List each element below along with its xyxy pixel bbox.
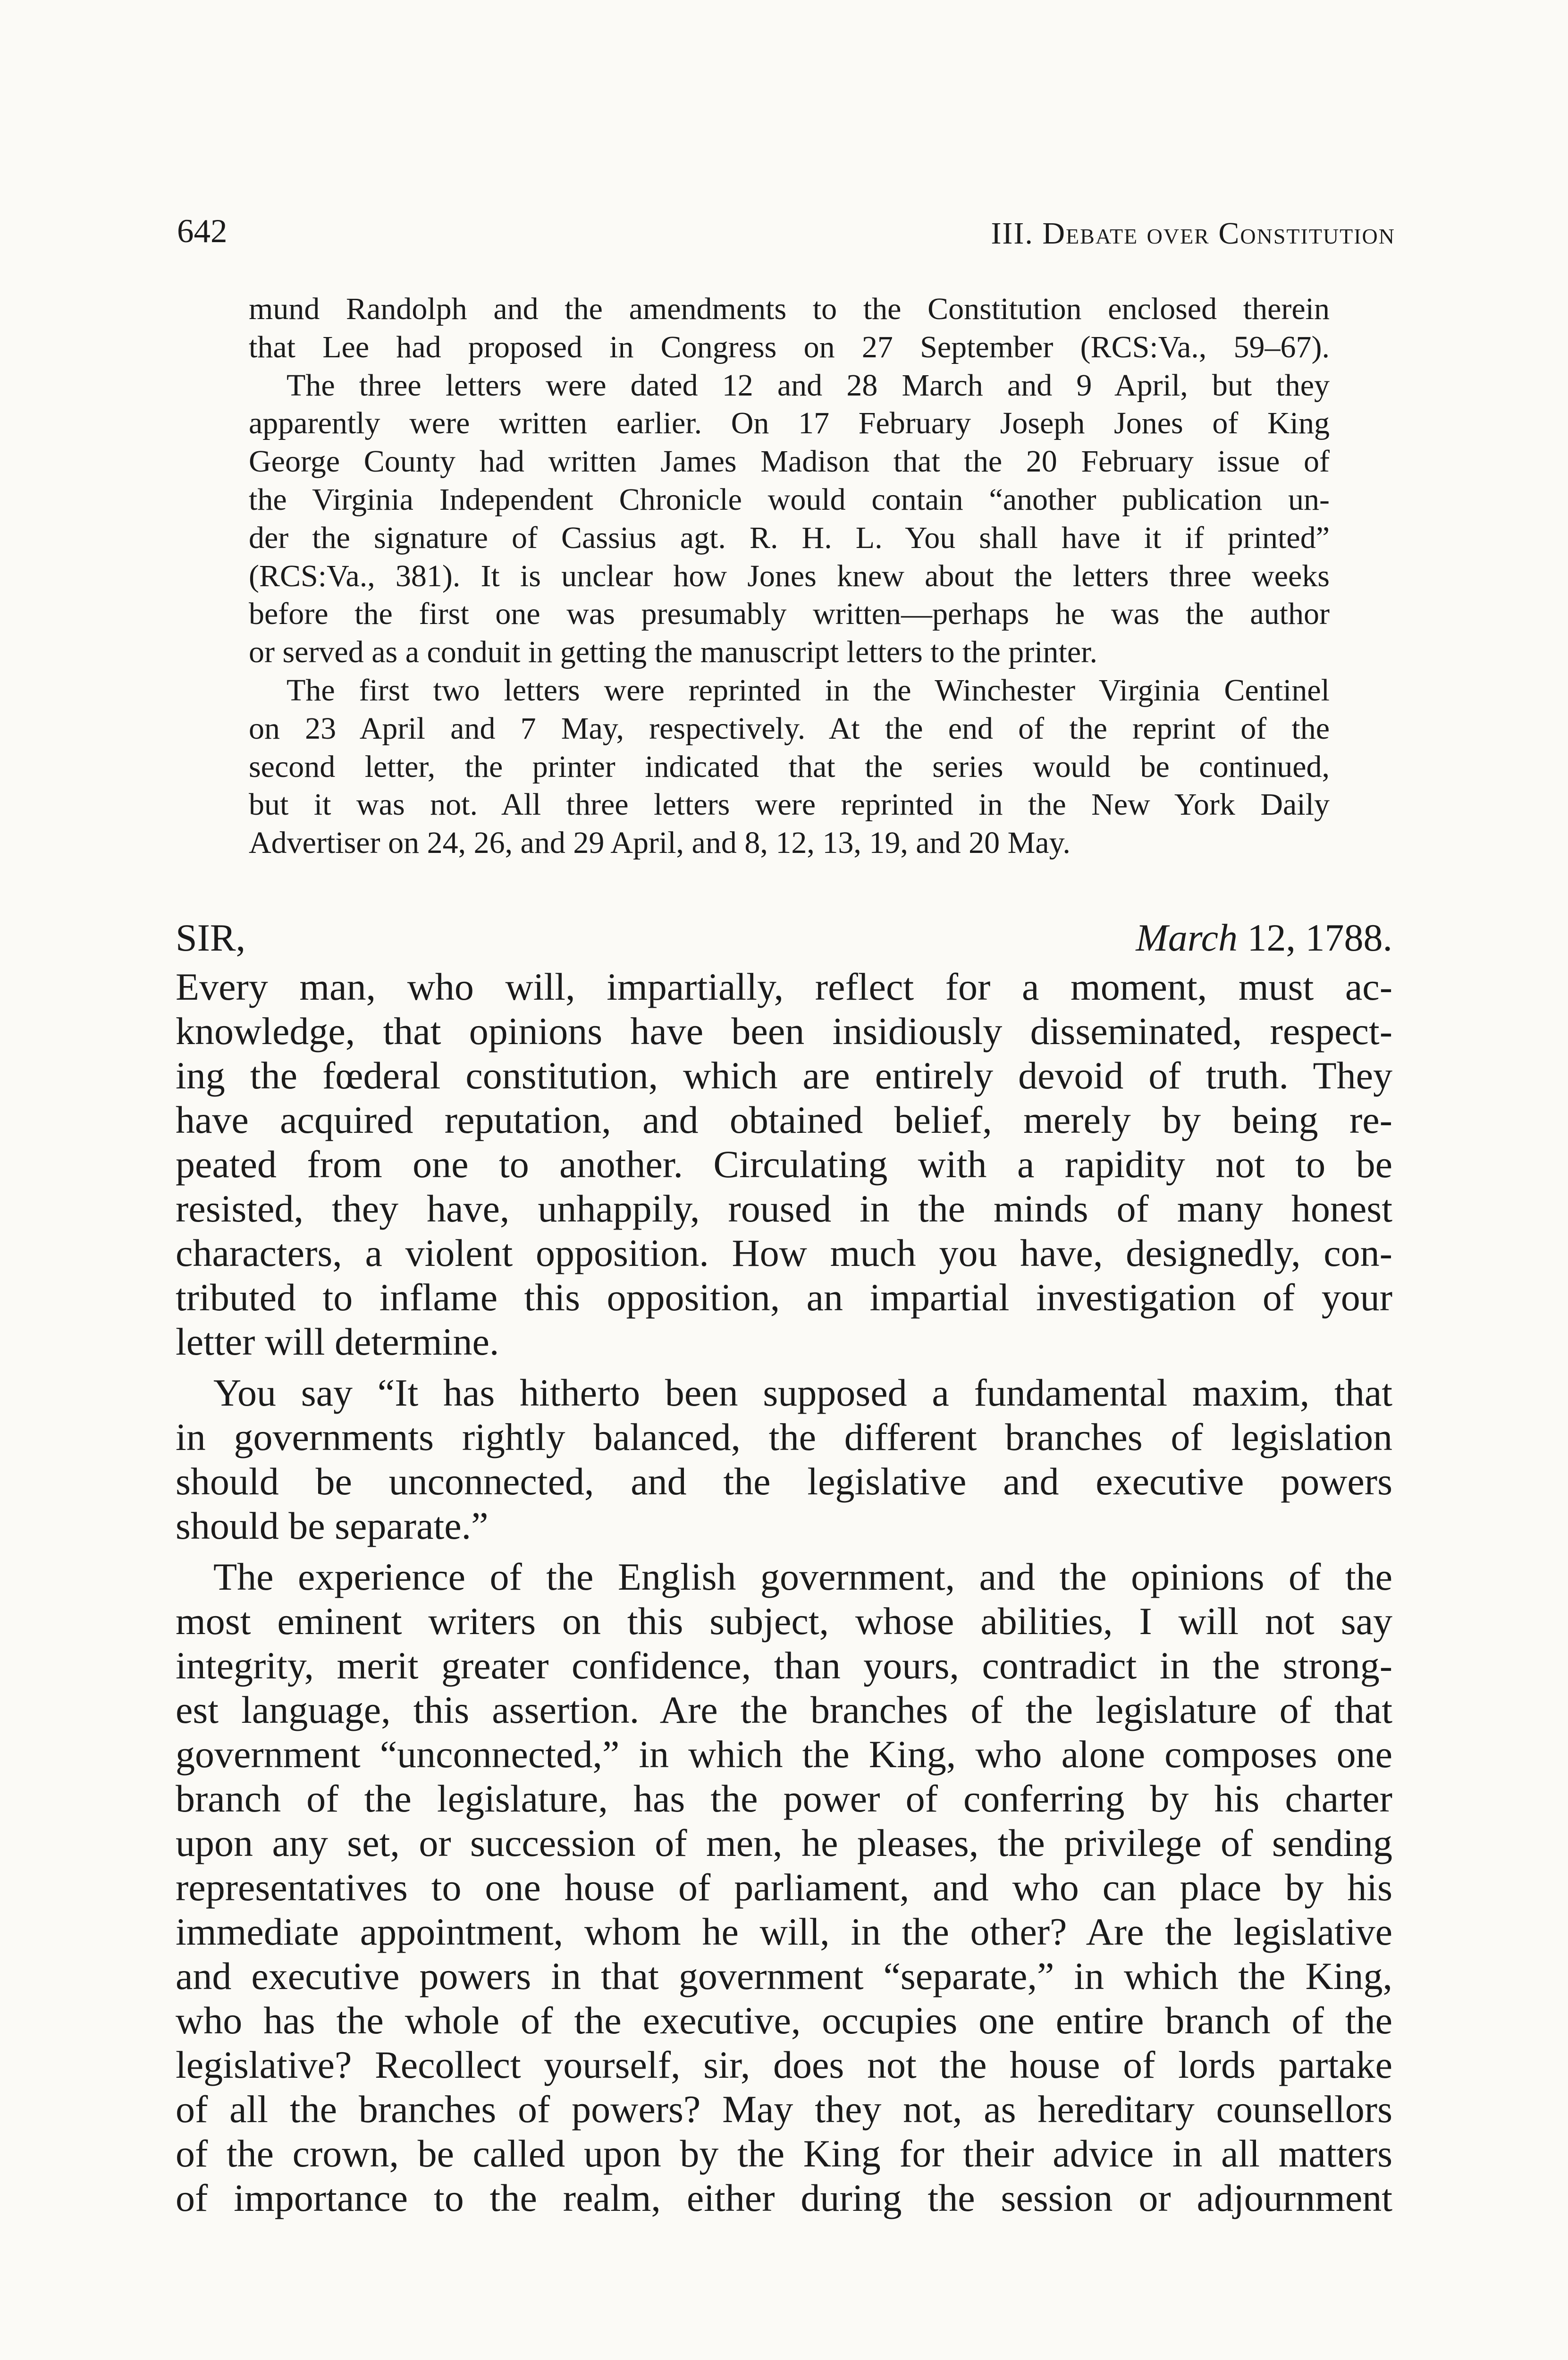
text-line: most eminent writers on this subject, whose abilities, I will not say [176,1600,1392,1643]
headnote-line: The first two letters were reprinted in the Winchester Virginia Centinel [287,673,1330,708]
headnote-line: George County had written James Madison that the 20 February issue of [249,444,1330,479]
text-line: in governments rightly balanced, the different branches of legislation [176,1416,1392,1458]
text-line: immediate appointment, whom he will, in the other? Are the legislative [176,1910,1392,1953]
dateline-month: March [1136,916,1238,959]
headnote-line: Advertiser on 24, 26, and 29 April, and 8, 12, 13, 19, and 20 May. [249,826,1071,860]
dateline-day-year: 12, 1788. [1238,916,1392,959]
text-line: tributed to inflame this opposition, an impartial investigation of your [176,1276,1392,1319]
text-line: should be separate.” [176,1504,489,1547]
paragraph [176,1555,1392,2220]
text-line: characters, a violent opposition. How much you have, designedly, con- [176,1231,1392,1274]
text-line: of all the branches of powers? May they not, as hereditary counsellors [176,2088,1392,2131]
text-line: have acquired reputation, and obtained belief, merely by being re- [176,1098,1392,1141]
text-line: and executive powers in that government “separate,” in which the King, [176,1955,1392,1998]
headnote-line: on 23 April and 7 May, respectively. At the end of the reprint of the [249,711,1330,746]
headnote-line: that Lee had proposed in Congress on 27 September (RCS:Va., 59–67). [249,329,1330,364]
letter-body [176,916,1392,2220]
headnote-line: (RCS:Va., 381). It is unclear how Jones knew about the letters three weeks [249,558,1330,593]
headnote [249,290,1330,862]
headnote-line: but it was not. All three letters were reprinted in the New York Daily [249,787,1330,822]
headnote-line: before the first one was presumably written—perhaps he was the author [249,597,1330,632]
text-line: letter will determine. [176,1320,499,1363]
text-line: should be unconnected, and the legislative and executive powers [176,1460,1392,1503]
text-line: representatives to one house of parliament, and who can place by his [176,1866,1392,1909]
text-line: government “unconnected,” in which the King, who alone composes one [176,1733,1392,1776]
text-line: ing the fœderal constitution, which are entirely devoid of truth. They [176,1054,1392,1097]
text-line: Every man, who will, impartially, reflect for a moment, must ac- [176,965,1392,1008]
text-line: The experience of the English government, and the opinions of the [213,1555,1392,1598]
text-line: who has the whole of the executive, occupies one entire branch of the [176,1999,1392,2042]
headnote-line: second letter, the printer indicated that the series would be continued, [249,749,1330,784]
salutation-row [176,916,1392,963]
headnote-line: der the signature of Cassius agt. R. H. L. You shall have it if printed” [249,520,1330,555]
text-line: est language, this assertion. Are the branches of the legislature of that [176,1688,1392,1731]
paragraph [176,965,1392,1364]
text-line: legislative? Recollect yourself, sir, does not the house of lords partake [176,2043,1392,2086]
text-line: peated from one to another. Circulating with a rapidity not to be [176,1143,1392,1186]
running-title: III. Debate over Constitution [991,216,1395,251]
headnote-line: mund Randolph and the amendments to the Constitution enclosed therein [249,292,1330,326]
text-line: of importance to the realm, either during the session or adjournment [176,2176,1392,2219]
salutation: SIR, [176,916,246,959]
headnote-line: or served as a conduit in getting the manuscript letters to the printer. [249,635,1098,670]
paragraph [176,1371,1392,1548]
text-line: of the crown, be called upon by the King for their advice in all matters [176,2132,1392,2175]
text-line: knowledge, that opinions have been insidiously disseminated, respect- [176,1010,1392,1053]
text-line: integrity, merit greater confidence, than yours, contradict in the strong- [176,1644,1392,1687]
text-line: resisted, they have, unhappily, roused in the minds of many honest [176,1187,1392,1230]
text-line: branch of the legislature, has the power of conferring by his charter [176,1777,1392,1820]
text-line: You say “It has hitherto been supposed a fundamental maxim, that [213,1371,1392,1414]
headnote-line: The three letters were dated 12 and 28 March and 9 April, but they [287,368,1330,403]
headnote-line: the Virginia Independent Chronicle would contain “another publication un- [249,482,1330,517]
text-line: upon any set, or succession of men, he pleases, the privilege of sending [176,1821,1392,1864]
dateline [1136,916,1392,960]
headnote-line: apparently were written earlier. On 17 February Joseph Jones of King [249,406,1330,441]
page-number: 642 [177,213,228,250]
